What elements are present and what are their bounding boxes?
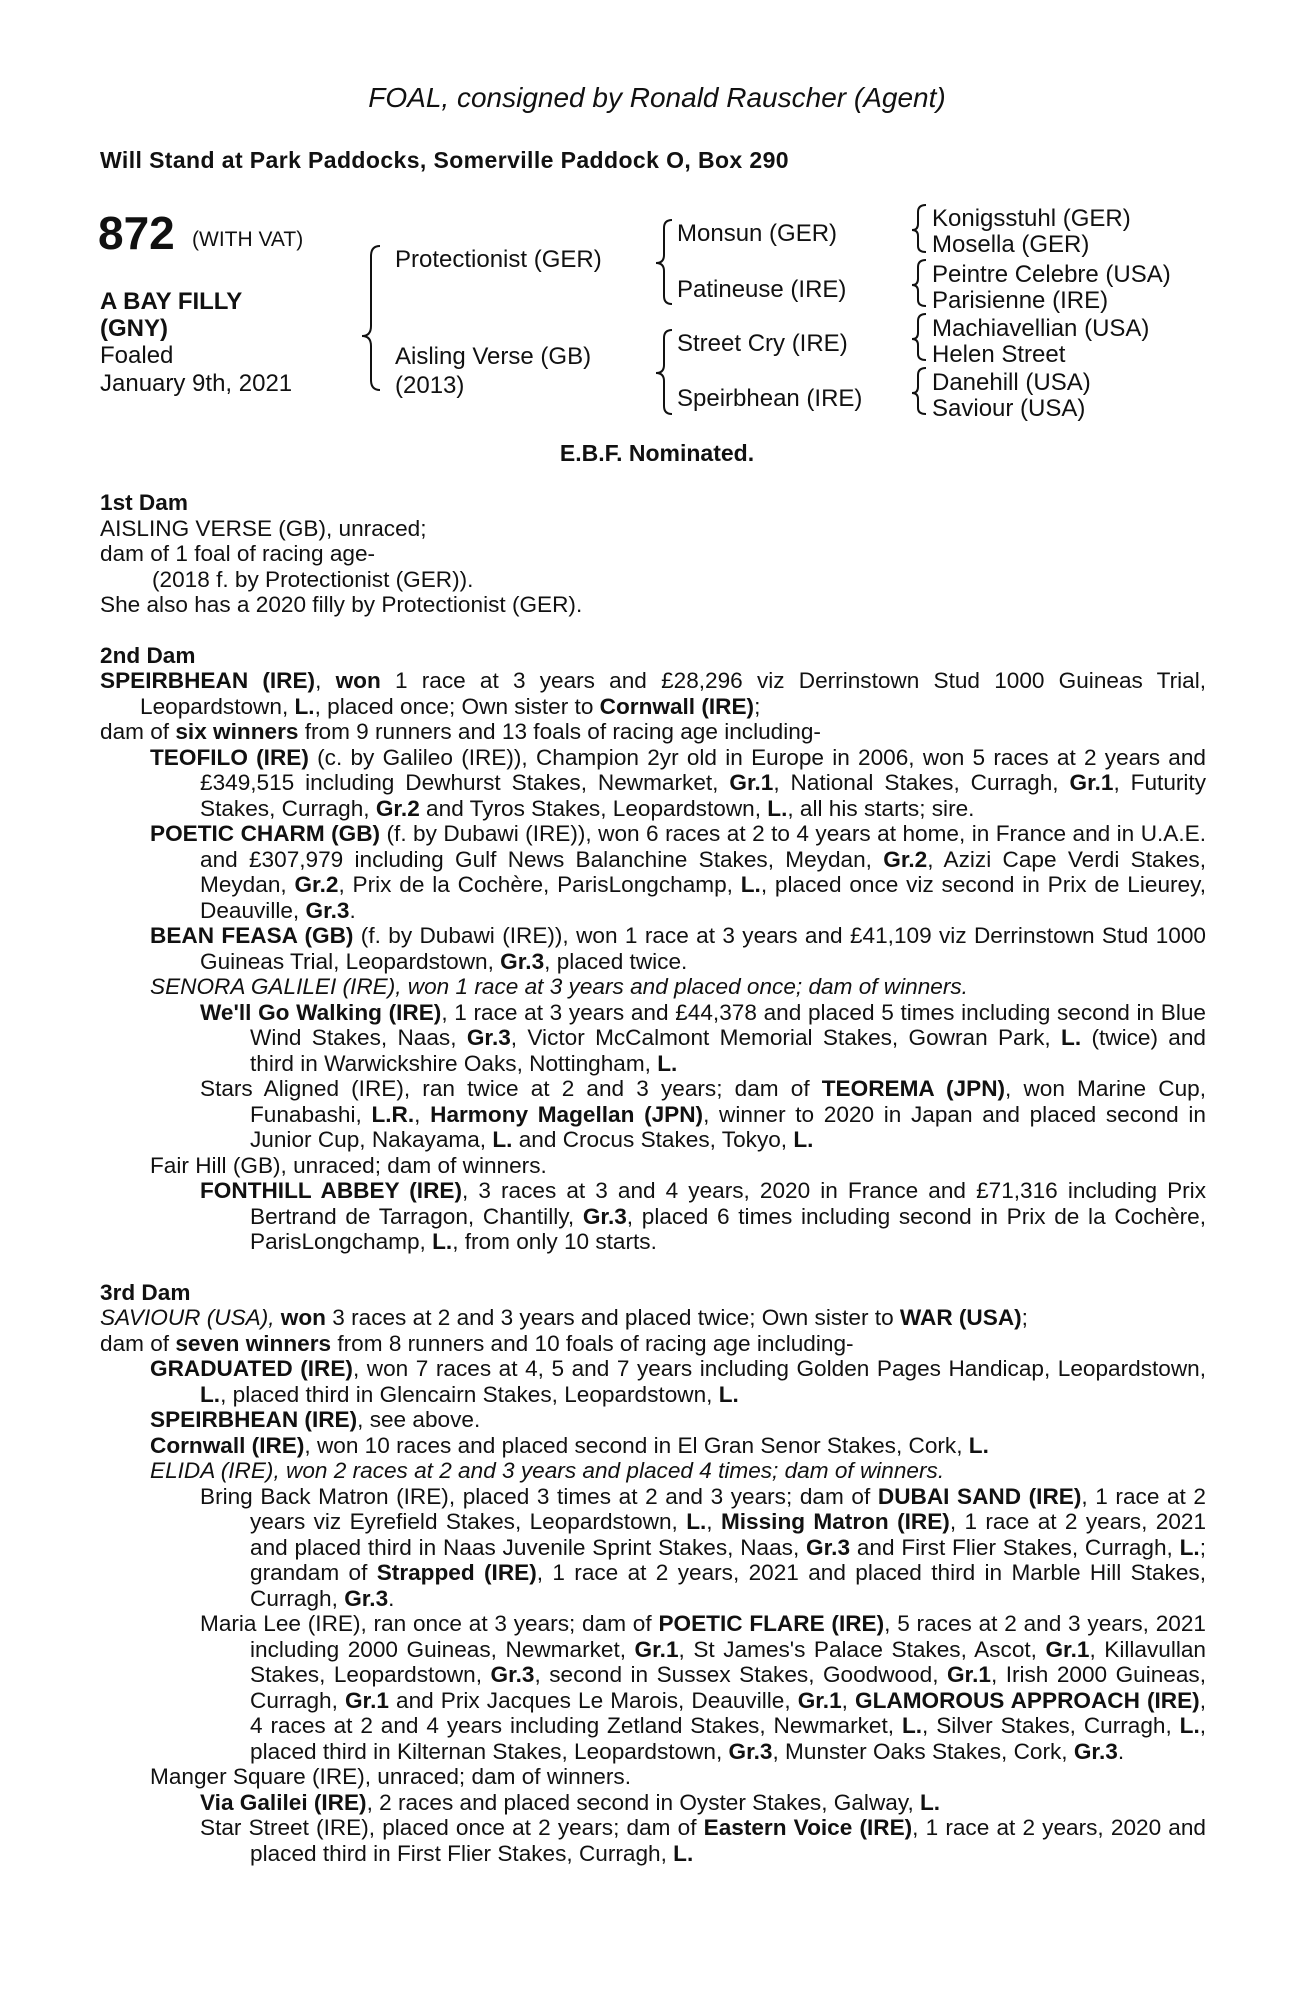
sire-sire: Monsun (GER) (677, 220, 838, 247)
produce-entry: Fair Hill (GB), unraced; dam of winners. (150, 1152, 547, 1178)
produce-entry: Stars Aligned (IRE), ran twice at 2 and 3 years; dam of TEOREMA (JPN), won Marine Cup, Funabashi, L.R., Harmony Magellan (JPN), winner to 2020 in Japan and placed second in Junior Cup, Nakayama, L. and Crocus Stakes, Tokyo, L. (200, 1076, 1206, 1152)
foaled-label: Foaled (100, 342, 174, 369)
produce-entry: Star Street (IRE), placed once at 2 years; dam of Eastern Voice (IRE), 1 race at 2 years, 2020 and placed third in First Flier Stakes, Curragh, L. (200, 1815, 1206, 1866)
gen3-7: Danehill (USA) (932, 369, 1091, 396)
produce-entry: Via Galilei (IRE), 2 races and placed second in Oyster Stakes, Galway, L. (200, 1789, 941, 1815)
produce-entry: POETIC CHARM (GB) (f. by Dubawi (IRE)), won 6 races at 2 to 4 years at home, in France and in U.A.E. and £307,979 including Gulf News Balanchine Stakes, Meydan, Gr.2, Azizi Cape Verdi Stakes, Meydan, Gr.2, Prix de la Cochère, ParisLongchamp, L., placed once viz second in Prix de Lieurey, Deauville, Gr.3. (150, 821, 1207, 923)
gen3-2: Mosella (GER) (932, 231, 1090, 258)
produce-entry: ELIDA (IRE), won 2 races at 2 and 3 years and placed 4 times; dam of winners. (150, 1458, 945, 1483)
produce-entry: Bring Back Matron (IRE), placed 3 times at 2 and 3 years; dam of DUBAI SAND (IRE), 1 race at 2 years viz Eyrefield Stakes, Leopardstown, L., Missing Matron (IRE), 1 race at 2 years, 2021 and placed third in Naas Juvenile Sprint Stakes, Naas, Gr.3 and First Flier Stakes, Curragh, L.; grandam of Strapped (IRE), 1 race at 2 years, 2021 and placed third in Marble Hill Stakes, Curragh, Gr.3. (200, 1483, 1207, 1611)
gen3-5: Machiavellian (USA) (932, 315, 1150, 342)
second-dam-heading: 2nd Dam (100, 642, 196, 668)
produce-entry: GRADUATED (IRE), won 7 races at 4, 5 and 7 years including Golden Pages Handicap, Leopardstown, L., placed third in Glencairn Stakes, Leopardstown, L. (150, 1356, 1206, 1407)
produce-entry: SENORA GALILEI (IRE), won 1 race at 3 years and placed once; dam of winners. (150, 974, 968, 999)
horse-origin: (GNY) (100, 315, 168, 342)
produce-entry: Manger Square (IRE), unraced; dam of winners. (150, 1764, 631, 1789)
produce-entry: FONTHILL ABBEY (IRE), 3 races at 3 and 4 years, 2020 in France and £71,316 including Prix Bertrand de Tarragon, Chantilly, Gr.3, placed 6 times including second in Prix de la Cochère, ParisLongchamp, L., from only 10 starts. (200, 1178, 1206, 1254)
produce-entry: SPEIRBHEAN (IRE), see above. (150, 1407, 481, 1432)
gen3-4: Parisienne (IRE) (932, 287, 1109, 314)
horse-description: A BAY FILLY (100, 288, 243, 315)
produce-entry: TEOFILO (IRE) (c. by Galileo (IRE)), Champion 2yr old in Europe in 2006, won 5 races at 2 years and £349,515 including Dewhurst Stakes, Newmarket, Gr.1, National Stakes, Curragh, Gr.1, Futurity Stakes, Curragh, Gr.2 and Tyros Stakes, Leopardstown, L., all his starts; sire. (150, 744, 1207, 821)
first-dam-line: dam of 1 foal of racing age- (100, 541, 376, 566)
vat-note: (WITH VAT) (192, 228, 304, 251)
first-dam-line: (2018 f. by Protectionist (GER)). (152, 566, 474, 592)
dam-dam: Speirbhean (IRE) (677, 385, 863, 412)
dam: Aisling Verse (GB) (395, 343, 592, 370)
dam-sire: Street Cry (IRE) (677, 330, 848, 357)
sire: Protectionist (GER) (395, 246, 602, 273)
produce-entry: Maria Lee (IRE), ran once at 3 years; dam of POETIC FLARE (IRE), 5 races at 2 and 3 years, 2021 including 2000 Guineas, Newmarket, Gr.1, St James's Palace Stakes, Ascot, Gr.1, Killavullan Stakes, Leopardstown, Gr.3, second in Sussex Stakes, Goodwood, Gr.1, Irish 2000 Guineas, Curragh, Gr.1 and Prix Jacques Le Marois, Deauville, Gr.1, GLAMOROUS APPROACH (IRE), 4 races at 2 and 4 years including Zetland Stakes, Newmarket, L., Silver Stakes, Curragh, L., placed third in Kilternan Stakes, Leopardstown, Gr.3, Munster Oaks Stakes, Cork, Gr.3. (200, 1611, 1207, 1764)
gen3-8: Saviour (USA) (932, 395, 1086, 422)
third-dam-intro: SAVIOUR (USA), won 3 races at 2 and 3 years and placed twice; Own sister to WAR (USA); (100, 1305, 1028, 1330)
second-dam-produce-summary: dam of six winners from 9 runners and 13 foals of racing age including- (100, 719, 821, 744)
catalogue-heading: FOAL, consigned by Ronald Rauscher (Agent) (368, 82, 946, 113)
sire-dam: Patineuse (IRE) (677, 276, 847, 303)
produce-entry: Cornwall (IRE), won 10 races and placed second in El Gran Senor Stakes, Cork, L. (150, 1432, 989, 1458)
gen3-1: Konigsstuhl (GER) (932, 205, 1131, 232)
second-dam-intro: SPEIRBHEAN (IRE), won 1 race at 3 years and £28,296 viz Derrinstown Stud 1000 Guineas Trial, Leopardstown, L., placed once; Own sister to Cornwall (IRE); (100, 668, 1206, 719)
first-dam-line: AISLING VERSE (GB), unraced; (100, 515, 427, 541)
third-dam-produce-summary: dam of seven winners from 8 runners and 10 foals of racing age including- (100, 1330, 854, 1356)
lot-number: 872 (98, 207, 175, 259)
gen3-6: Helen Street (932, 341, 1066, 368)
foaled-date: January 9th, 2021 (100, 370, 293, 397)
dam-year: (2013) (395, 372, 465, 399)
catalogue-body (100, 490, 1206, 1866)
first-dam-heading: 1st Dam (100, 490, 188, 515)
stand-location: Will Stand at Park Paddocks, Somerville Paddock O, Box 290 (100, 147, 789, 173)
third-dam-heading: 3rd Dam (100, 1279, 191, 1305)
produce-entry: We'll Go Walking (IRE), 1 race at 3 years and £44,378 and placed 5 times including second in Blue Wind Stakes, Naas, Gr.3, Victor McCalmont Memorial Stakes, Gowran Park, L. (twice) and third in Warwickshire Oaks, Nottingham, L. (200, 999, 1206, 1076)
ebf-nominated: E.B.F. Nominated. (559, 440, 755, 466)
produce-entry: BEAN FEASA (GB) (f. by Dubawi (IRE)), won 1 race at 3 years and £41,109 viz Derrinstown Stud 1000 Guineas Trial, Leopardstown, Gr.3, placed twice. (150, 923, 1207, 974)
gen3-3: Peintre Celebre (USA) (932, 261, 1171, 288)
first-dam-line: She also has a 2020 filly by Protectionist (GER). (100, 592, 583, 617)
